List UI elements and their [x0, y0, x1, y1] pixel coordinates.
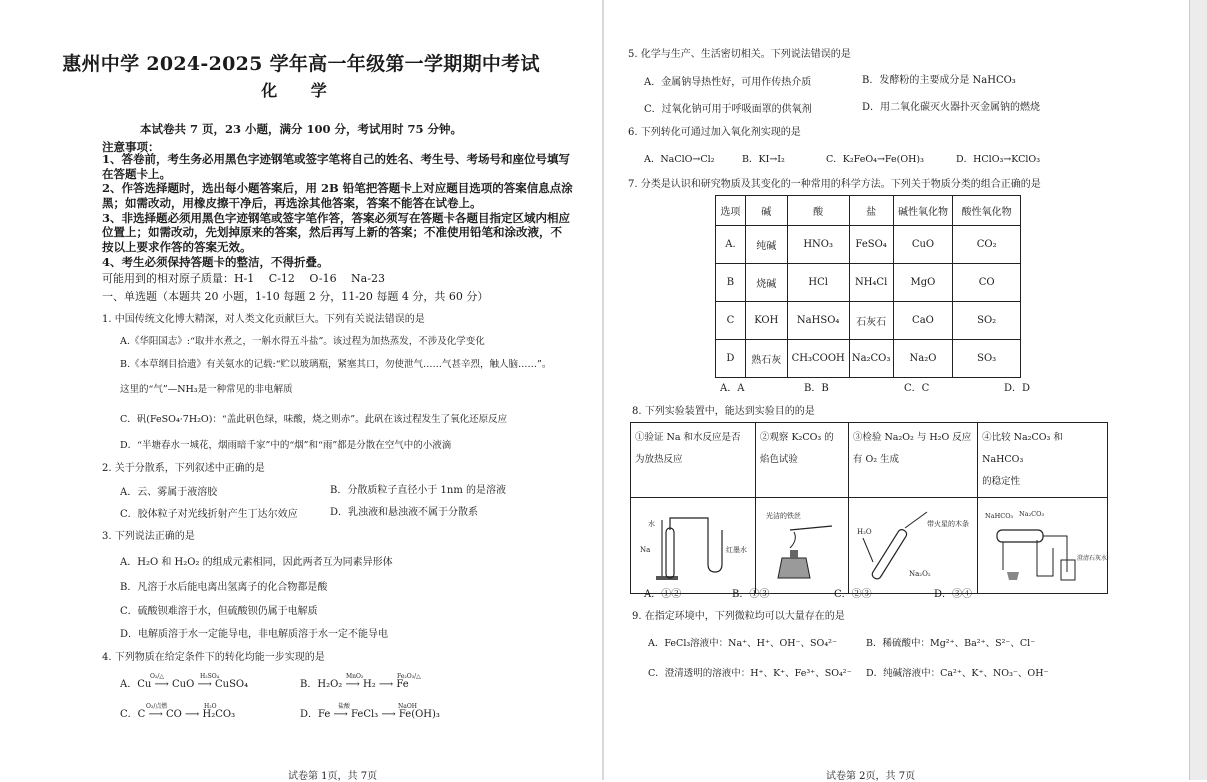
q7-option-c: C．C: [904, 383, 930, 394]
q4-b-condition: MnO₂: [346, 673, 364, 680]
table-cell: CO: [953, 264, 1021, 302]
q5-option-c: C．过氧化钠可用于呼吸面罩的供氧剂: [644, 104, 812, 115]
fig3-label: 带火星的木条: [927, 520, 970, 528]
experiment-description: [631, 423, 756, 498]
page-footer: 试卷第 2页，共 7页: [826, 771, 916, 782]
table-row: [631, 423, 1108, 498]
note-line: 4、考生必须保持答题卡的整洁，不得折叠。: [102, 255, 329, 269]
notes-heading: 注意事项：: [102, 140, 160, 154]
q7-option-d: D．D: [1004, 383, 1031, 394]
q7-option-a: A．A: [720, 383, 745, 394]
note-line: 按以上要求作答的答案无效。: [102, 240, 252, 254]
q1-stem: 1. 中国传统文化博大精深，对人类文化贡献巨大。下列有关说法错误的是: [102, 314, 425, 325]
table-cell: 纯碱: [745, 226, 787, 264]
exam-subject: 化 学: [261, 81, 341, 100]
q2-option-d: D．乳浊液和悬浊液不属于分散系: [330, 507, 479, 518]
fig3-label: H₂O: [857, 528, 872, 536]
q6-option-a: A．NaClO→Cl₂: [644, 154, 715, 165]
q9-option-b: B．稀硫酸中：Mg²⁺、Ba²⁺、S²⁻、Cl⁻: [866, 638, 1036, 649]
q6-option-b: B．KI→I₂: [742, 154, 785, 165]
exam-info: 本试卷共 7 页，23 小题，满分 100 分，考试用时 75 分钟。: [139, 122, 463, 136]
experiment-line: 有 O₂ 生成: [852, 454, 900, 465]
table-cell: Na₂O: [893, 340, 953, 378]
table-cell: NH₄Cl: [849, 264, 893, 302]
atomic-mass: 可能用到的相对原子质量：H-1 C-12 O-16 Na-23: [102, 272, 385, 285]
q8-experiment-table: [630, 422, 1108, 594]
table-header: 选项: [716, 196, 746, 226]
table-row: [716, 264, 1021, 302]
q1-option-b-cont: 这里的“气”—NH₃是一种常见的非电解质: [120, 384, 293, 395]
section-heading: 一、单选题（本题共 20 小题，1-10 每题 2 分，11-20 每题 4 分，共 60 分）: [102, 290, 489, 303]
apparatus-cell: [978, 498, 1108, 594]
table-header: 酸性氧化物: [953, 196, 1021, 226]
table-row: [716, 302, 1021, 340]
table-cell: 石灰石: [849, 302, 893, 340]
experiment-line: ④比较 Na₂CO₃ 和 NaHCO₃: [982, 432, 1063, 465]
apparatus-4-diagram: [983, 506, 1107, 588]
apparatus-cell: [755, 498, 848, 594]
fig1-label: 红墨水: [725, 546, 747, 554]
q1-option-c: C．矾(FeSO₄·7H₂O)：“盖此矾色绿，味酸，烧之则赤”。此矾在该过程发生了氧化还原反应: [120, 414, 508, 425]
q4-option-b: B．H₂O₂ ⟶ H₂ ⟶ Fe: [300, 679, 409, 690]
table-cell: D: [716, 340, 746, 378]
exam-page-2: [604, 0, 1207, 780]
table-header: 酸: [787, 196, 849, 226]
q5-option-a: A．金属钠导热性好，可用作传热介质: [644, 77, 812, 88]
fig3-label: Na₂O₂: [909, 570, 931, 578]
note-line: 1、答卷前，考生务必用黑色字迹钢笔或签字笔将自己的姓名、考生号、考场号和座位号填写: [102, 152, 570, 166]
table-header-row: [716, 196, 1021, 226]
fig2-label: 光洁的铁丝: [765, 512, 801, 520]
q4-option-d: D．Fe ⟶ FeCl₃ ⟶ Fe(OH)₃: [300, 709, 440, 720]
q5-stem: 5. 化学与生产、生活密切相关。下列说法错误的是: [628, 49, 851, 60]
table-cell: FeSO₄: [849, 226, 893, 264]
table-cell: KOH: [745, 302, 787, 340]
note-line: 3、非选择题必须用黑色字迹钢笔或签字笔作答，答案必须写在答题卡各题目指定区域内相应: [102, 211, 570, 225]
q9-stem: 9. 在指定环境中，下列微粒均可以大量存在的是: [632, 611, 845, 622]
q7-classification-table: [715, 195, 1021, 378]
page-footer: 试卷第 1页，共 7页: [288, 771, 378, 782]
q4-option-c: C．C ⟶ CO ⟶ H₂CO₃: [120, 709, 236, 720]
fig4-label: 澄清石灰水: [1076, 555, 1107, 562]
note-line: 2、作答选择题时，选出每小题答案后，用 2B 铅笔把答题卡上对应题目选项的答案信息点涂: [102, 181, 573, 195]
apparatus-3-diagram: [855, 506, 971, 588]
q8-option-d: D．③④: [934, 589, 973, 600]
fig4-label: NaHCO₃: [984, 512, 1013, 520]
table-header: 盐: [849, 196, 893, 226]
table-cell: NaHSO₄: [787, 302, 849, 340]
experiment-description: [978, 423, 1108, 498]
q8-stem: 8. 下列实验装置中，能达到实验目的的是: [632, 406, 815, 417]
table-cell: CaO: [893, 302, 953, 340]
table-cell: SO₃: [953, 340, 1021, 378]
note-line: 黑；如需改动，用橡皮擦干净后，再选涂其他答案，答案不能答在试卷上。: [102, 196, 482, 210]
table-cell: 烧碱: [745, 264, 787, 302]
table-row: [716, 226, 1021, 264]
experiment-line: ②观察 K₂CO₃ 的: [759, 432, 834, 443]
q3-stem: 3. 下列说法正确的是: [102, 531, 195, 542]
q3-option-a: A．H₂O 和 H₂O₂ 的组成元素相同，因此两者互为同素异形体: [120, 557, 393, 568]
q9-option-c: C．澄清透明的溶液中：H⁺、K⁺、Fe³⁺、SO₄²⁻: [648, 668, 852, 679]
fig1-label: Na: [639, 546, 651, 554]
fig1-label: 水: [647, 520, 655, 528]
q4-a-reagent: H₂SO₄: [200, 673, 220, 680]
q8-option-a: A．①②: [644, 589, 682, 600]
q4-d-condition: 盐酸: [338, 703, 351, 710]
table-cell: C: [716, 302, 746, 340]
q2-option-c: C．胶体粒子对光线折射产生丁达尔效应: [120, 509, 298, 520]
q1-option-b: B.《本草纲目拾遗》有关氨水的记载:“贮以玻璃瓶，紧塞其口，勿使泄气……气甚辛烈，触人脑……”。: [120, 359, 552, 370]
q4-d-reagent: NaOH: [398, 703, 417, 710]
table-header: 碱: [745, 196, 787, 226]
q9-option-a: A．FeCl₃溶液中：Na⁺、H⁺、OH⁻、SO₄²⁻: [648, 638, 837, 649]
q1-option-a: A.《华阳国志》:“取井水煮之，一斛水得五斗盐”。该过程为加热蒸发，不涉及化学变化: [120, 336, 485, 347]
note-line: 位置上；如需改动，先划掉原来的答案，然后再写上新的答案；不准使用铅笔和涂改液，不: [102, 225, 562, 239]
table-header: 碱性氧化物: [893, 196, 953, 226]
experiment-description: [848, 423, 977, 498]
q3-option-d: D．电解质溶于水一定能导电，非电解质溶于水一定不能导电: [120, 629, 389, 640]
experiment-line: ③检验 Na₂O₂ 与 H₂O 反应: [852, 432, 972, 443]
q9-option-d: D．纯碱溶液中：Ca²⁺、K⁺、NO₃⁻、OH⁻: [866, 668, 1049, 679]
fig4-label: Na₂CO₃: [1018, 510, 1044, 518]
experiment-line: 为放热反应: [635, 454, 683, 465]
scrollbar-edge[interactable]: [1189, 0, 1207, 780]
apparatus-1-diagram: [638, 506, 748, 588]
table-cell: MgO: [893, 264, 953, 302]
table-cell: CO₂: [953, 226, 1021, 264]
q3-option-b: B．凡溶于水后能电离出氢离子的化合物都是酸: [120, 582, 328, 593]
q3-option-c: C．硫酸钡难溶于水，但硫酸钡仍属于电解质: [120, 606, 318, 617]
table-cell: CuO: [893, 226, 953, 264]
table-cell: A.: [716, 226, 746, 264]
q7-option-b: B．B: [804, 383, 829, 394]
apparatus-cell: [631, 498, 756, 594]
apparatus-cell: [848, 498, 977, 594]
table-cell: B: [716, 264, 746, 302]
table-cell: Na₂CO₃: [849, 340, 893, 378]
exam-page-1: [0, 0, 602, 780]
q7-stem: 7. 分类是认识和研究物质及其变化的一种常用的科学方法。下列关于物质分类的组合正确的是: [628, 179, 1041, 190]
q8-option-b: B．①③: [732, 589, 770, 600]
table-cell: HCl: [787, 264, 849, 302]
apparatus-2-diagram: [760, 506, 844, 588]
experiment-line: ①验证 Na 和水反应是否: [635, 432, 741, 443]
q4-c-condition: O₂/点燃: [146, 703, 168, 710]
q6-stem: 6. 下列转化可通过加入氧化剂实现的是: [628, 127, 801, 138]
q4-a-condition: O₂/△: [150, 673, 164, 680]
q2-option-b: B．分散质粒子直径小于 1nm 的是溶液: [330, 485, 506, 496]
q5-option-d: D．用二氧化碳灭火器扑灭金属钠的燃烧: [862, 102, 1041, 113]
q6-option-d: D．HClO₃→KClO₃: [956, 154, 1041, 165]
table-cell: SO₂: [953, 302, 1021, 340]
q4-option-a: A．Cu ⟶ CuO ⟶ CuSO₄: [120, 679, 249, 690]
experiment-line: 焰色试验: [759, 454, 798, 465]
table-row: [716, 340, 1021, 378]
q4-stem: 4. 下列物质在给定条件下的转化均能一步实现的是: [102, 652, 325, 663]
table-row: [631, 498, 1108, 594]
q8-option-c: C．②③: [834, 589, 872, 600]
experiment-description: [755, 423, 848, 498]
exam-title: 惠州中学 2024-2025 学年高一年级第一学期期中考试: [62, 53, 540, 75]
q1-option-d: D．“半塘春水一城花，烟雨暗千家”中的“烟”和“雨”都是分散在空气中的小液滴: [120, 440, 452, 451]
table-cell: 熟石灰: [745, 340, 787, 378]
q4-b-reagent: Fe₂O₃/△: [397, 673, 421, 680]
table-cell: HNO₃: [787, 226, 849, 264]
q4-c-reagent: H₂O: [204, 703, 217, 710]
table-cell: CH₃COOH: [787, 340, 849, 378]
q6-option-c: C．K₂FeO₄→Fe(OH)₃: [826, 154, 924, 165]
q5-option-b: B．发酵粉的主要成分是 NaHCO₃: [862, 75, 1016, 86]
q2-stem: 2. 关于分散系，下列叙述中正确的是: [102, 463, 265, 474]
q2-option-a: A．云、雾属于液溶胶: [120, 487, 218, 498]
experiment-line: 的稳定性: [982, 476, 1021, 487]
note-line: 在答题卡上。: [102, 167, 171, 181]
